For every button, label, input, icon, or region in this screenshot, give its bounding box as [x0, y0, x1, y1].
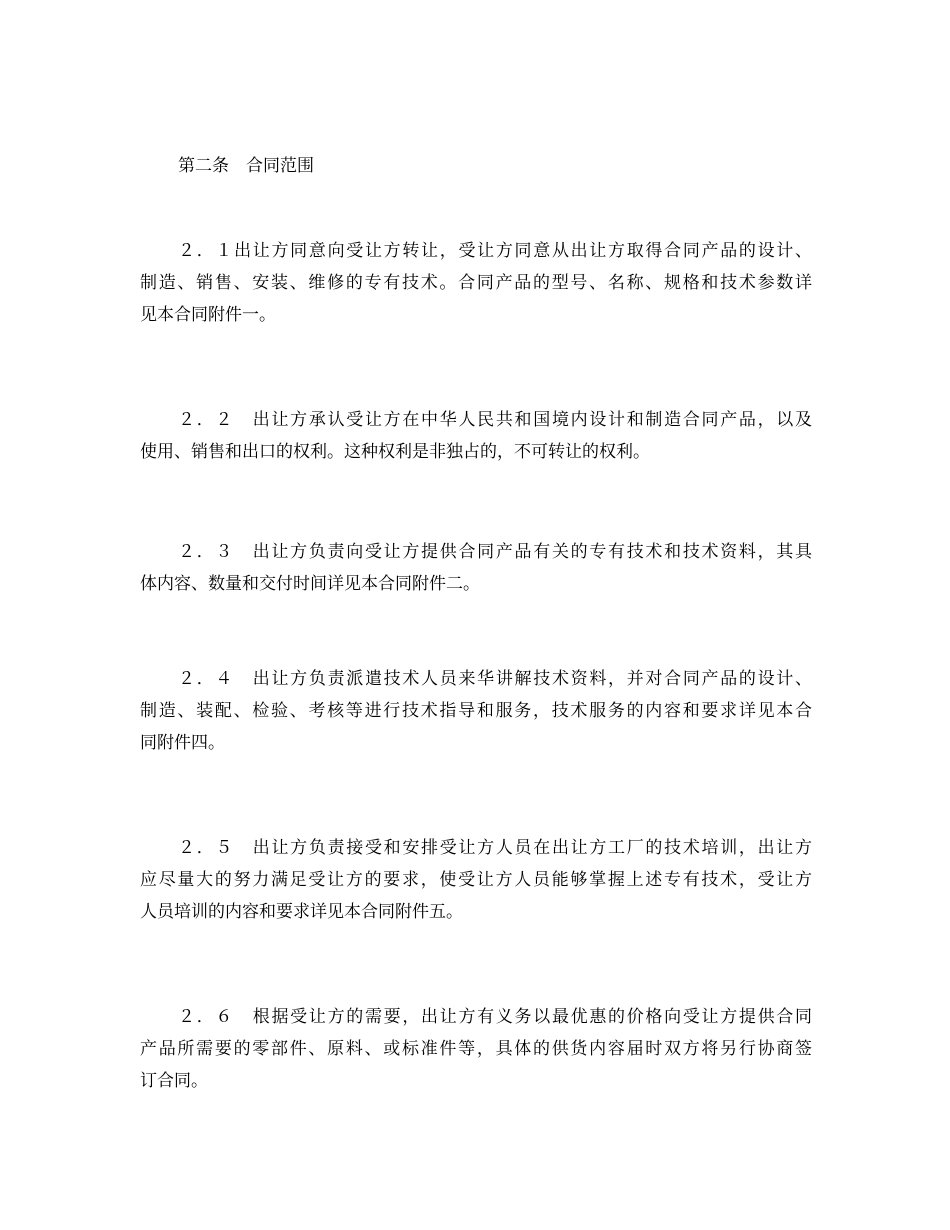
- clause-2-1: [140, 237, 812, 329]
- paragraph-line: 人员培训的内容和要求详见本合同附件五。: [140, 902, 463, 922]
- paragraph-line: 体内容、数量和交付时间详见本合同附件二。: [140, 574, 480, 594]
- paragraph-line: ２．６ 根据受让方的需要，出让方有义务以最优惠的价格向受让方提供合同: [178, 1007, 812, 1027]
- clause-2-3: [140, 538, 812, 598]
- article-heading: 第二条 合同范围: [178, 156, 314, 176]
- clause-2-6: [140, 1003, 812, 1095]
- clause-2-5: [140, 834, 812, 926]
- paragraph-line: 使用、销售和出口的权利。这种权利是非独占的，不可转让的权利。: [140, 442, 650, 462]
- paragraph-line: 见本合同附件一。: [140, 305, 276, 325]
- paragraph-line: ２．５ 出让方负责接受和安排受让方人员在出让方工厂的技术培训，出让方: [178, 838, 812, 858]
- paragraph-line: 应尽量大的努力满足受让方的要求，使受让方人员能够掌握上述专有技术，受让方: [140, 870, 812, 890]
- paragraph-line: ２．２ 出让方承认受让方在中华人民共和国境内设计和制造合同产品，以及: [178, 410, 812, 430]
- paragraph-line: ２．１出让方同意向受让方转让，受让方同意从出让方取得合同产品的设计、: [178, 241, 812, 261]
- paragraph-line: 订合同。: [140, 1071, 208, 1091]
- clause-2-2: [140, 406, 812, 466]
- paragraph-line: 制造、装配、检验、考核等进行技术指导和服务，技术服务的内容和要求详见本合: [140, 701, 812, 721]
- paragraph-line: 同附件四。: [140, 733, 225, 753]
- paragraph-line: ２．４ 出让方负责派遣技术人员来华讲解技术资料，并对合同产品的设计、: [178, 669, 812, 689]
- paragraph-line: 产品所需要的零部件、原料、或标准件等，具体的供货内容届时双方将另行协商签: [140, 1039, 812, 1059]
- paragraph-line: 制造、销售、安装、维修的专有技术。合同产品的型号、名称、规格和技术参数详: [140, 273, 812, 293]
- clause-2-4: [140, 665, 812, 757]
- paragraph-line: ２．３ 出让方负责向受让方提供合同产品有关的专有技术和技术资料，其具: [178, 542, 812, 562]
